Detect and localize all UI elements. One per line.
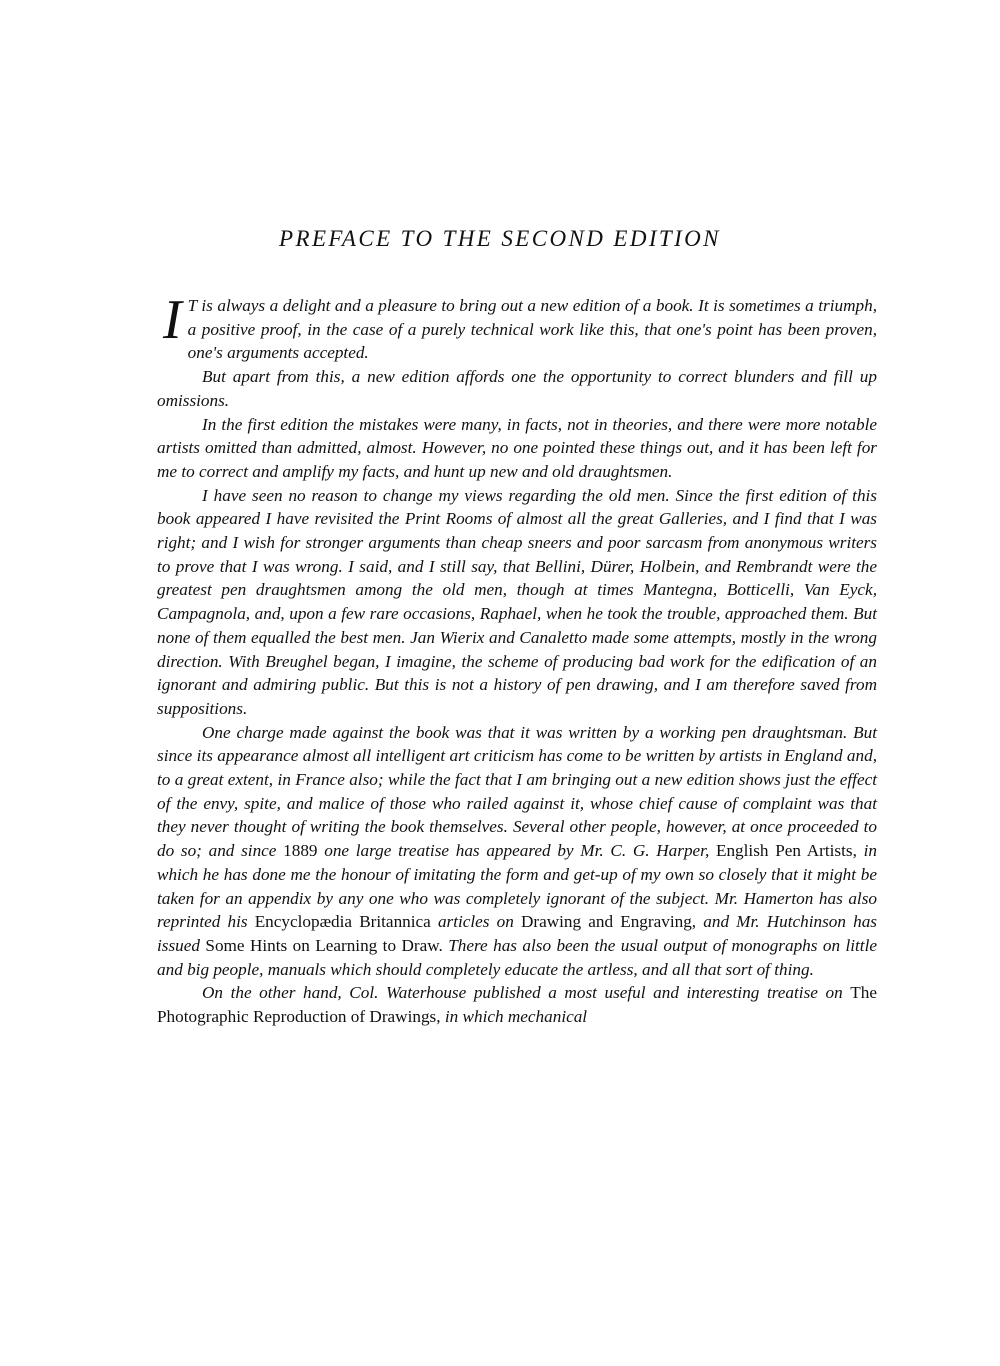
paragraph-2: But apart from this, a new edition affords one the opportunity to correct blunders and fill up omissions.	[157, 367, 877, 410]
paragraph-4: I have seen no reason to change my views regarding the old men. Since the first edition of this book appeared I have revisited the Print Rooms of almost all the great Galleries, and I find that I was right; and I wish for stronger arguments than cheap sneers and poor sarcasm from anonymous writers to prove that I was wrong. I said, and I still say, that Bellini, Dürer, Holbein, and Rembrandt were the greatest pen draughtsmen among the old men, though at times Mantegna, Botticelli, Van Eyck, Campagnola, and, upon a few rare occasions, Raphael, when he took the trouble, approached them. But none of them equalled the best men. Jan Wierix and Canaletto made some attempts, mostly in the wrong direction. With Breughel began, I imagine, the scheme of producing bad work for the edification of an ignorant and admiring public. But this is not a history of pen drawing, and I am therefore saved from suppositions.	[157, 485, 877, 718]
paragraph-5-segment: and Mr. Hutchinson has issued	[157, 912, 877, 955]
paragraph-6-segment: On the other hand, Col. Waterhouse published a most useful and interesting treatise on	[202, 983, 851, 1003]
paragraph-5-segment: There has also been the usual output of monographs on little and big people, manuals which should completely educate the artless, and all that sort of thing.	[157, 935, 877, 979]
drop-cap: I	[163, 289, 182, 351]
paragraph-5-segment: in which he has done me the honour of imitating the form and get-up of my own so closely that it might be taken for an appendix by any one who was completely ignorant of the subject. Mr. Hamerton has also reprinted his	[157, 841, 877, 932]
paragraph-6	[157, 981, 877, 1028]
year-1889: 1889	[283, 841, 318, 861]
paragraph-1	[157, 289, 877, 365]
page-title: PREFACE TO THE SECOND EDITION	[279, 226, 721, 251]
book-title-encyclopaedia-britannica: Encyclopædia Britannica	[254, 912, 431, 932]
book-title-english-pen-artists: English Pen Artists,	[715, 841, 857, 861]
paragraph-5-segment: articles on	[430, 912, 521, 932]
book-title-some-hints: Some Hints on Learning to Draw.	[205, 935, 443, 955]
paragraph-5-segment: One charge made against the book was that it was written by a working pen draughtsman. But since its appearance almost all intelligent art criticism has come to be written by artists in England and, to a great extent, in France also; while the fact that I am bringing out a new edition shows just the effect of the envy, spite, and malice of those who railed against it, whose chief cause of complaint was that they never thought of writing the book themselves. Several other people, however, at once proceeded to do so; and since	[157, 722, 877, 861]
paragraph-6-segment: in which mechanical	[440, 1007, 588, 1027]
preface-body	[157, 289, 877, 1029]
paragraph-3: In the first edition the mistakes were many, in facts, not in theories, and there were more notable artists omitted than admitted, almost. However, no one pointed these things out, and it has been left for me to correct and amplify my facts, and hunt up new and old draughtsmen.	[157, 414, 877, 481]
paragraph-5	[157, 721, 877, 982]
paragraph-5-segment: one large treatise has appeared by Mr. C. G. Harper,	[317, 841, 716, 861]
paragraph-1-text: T is always a delight and a pleasure to bring out a new edition of a book. It is sometimes a triumph, a positive proof, in the case of a purely technical work like this, that one's point has been proven, one's arguments accepted.	[187, 296, 877, 363]
book-title-drawing-and-engraving: Drawing and Engraving,	[520, 912, 697, 932]
book-title-photographic-reproduction: The Photographic Reproduction of Drawings,	[157, 983, 877, 1027]
